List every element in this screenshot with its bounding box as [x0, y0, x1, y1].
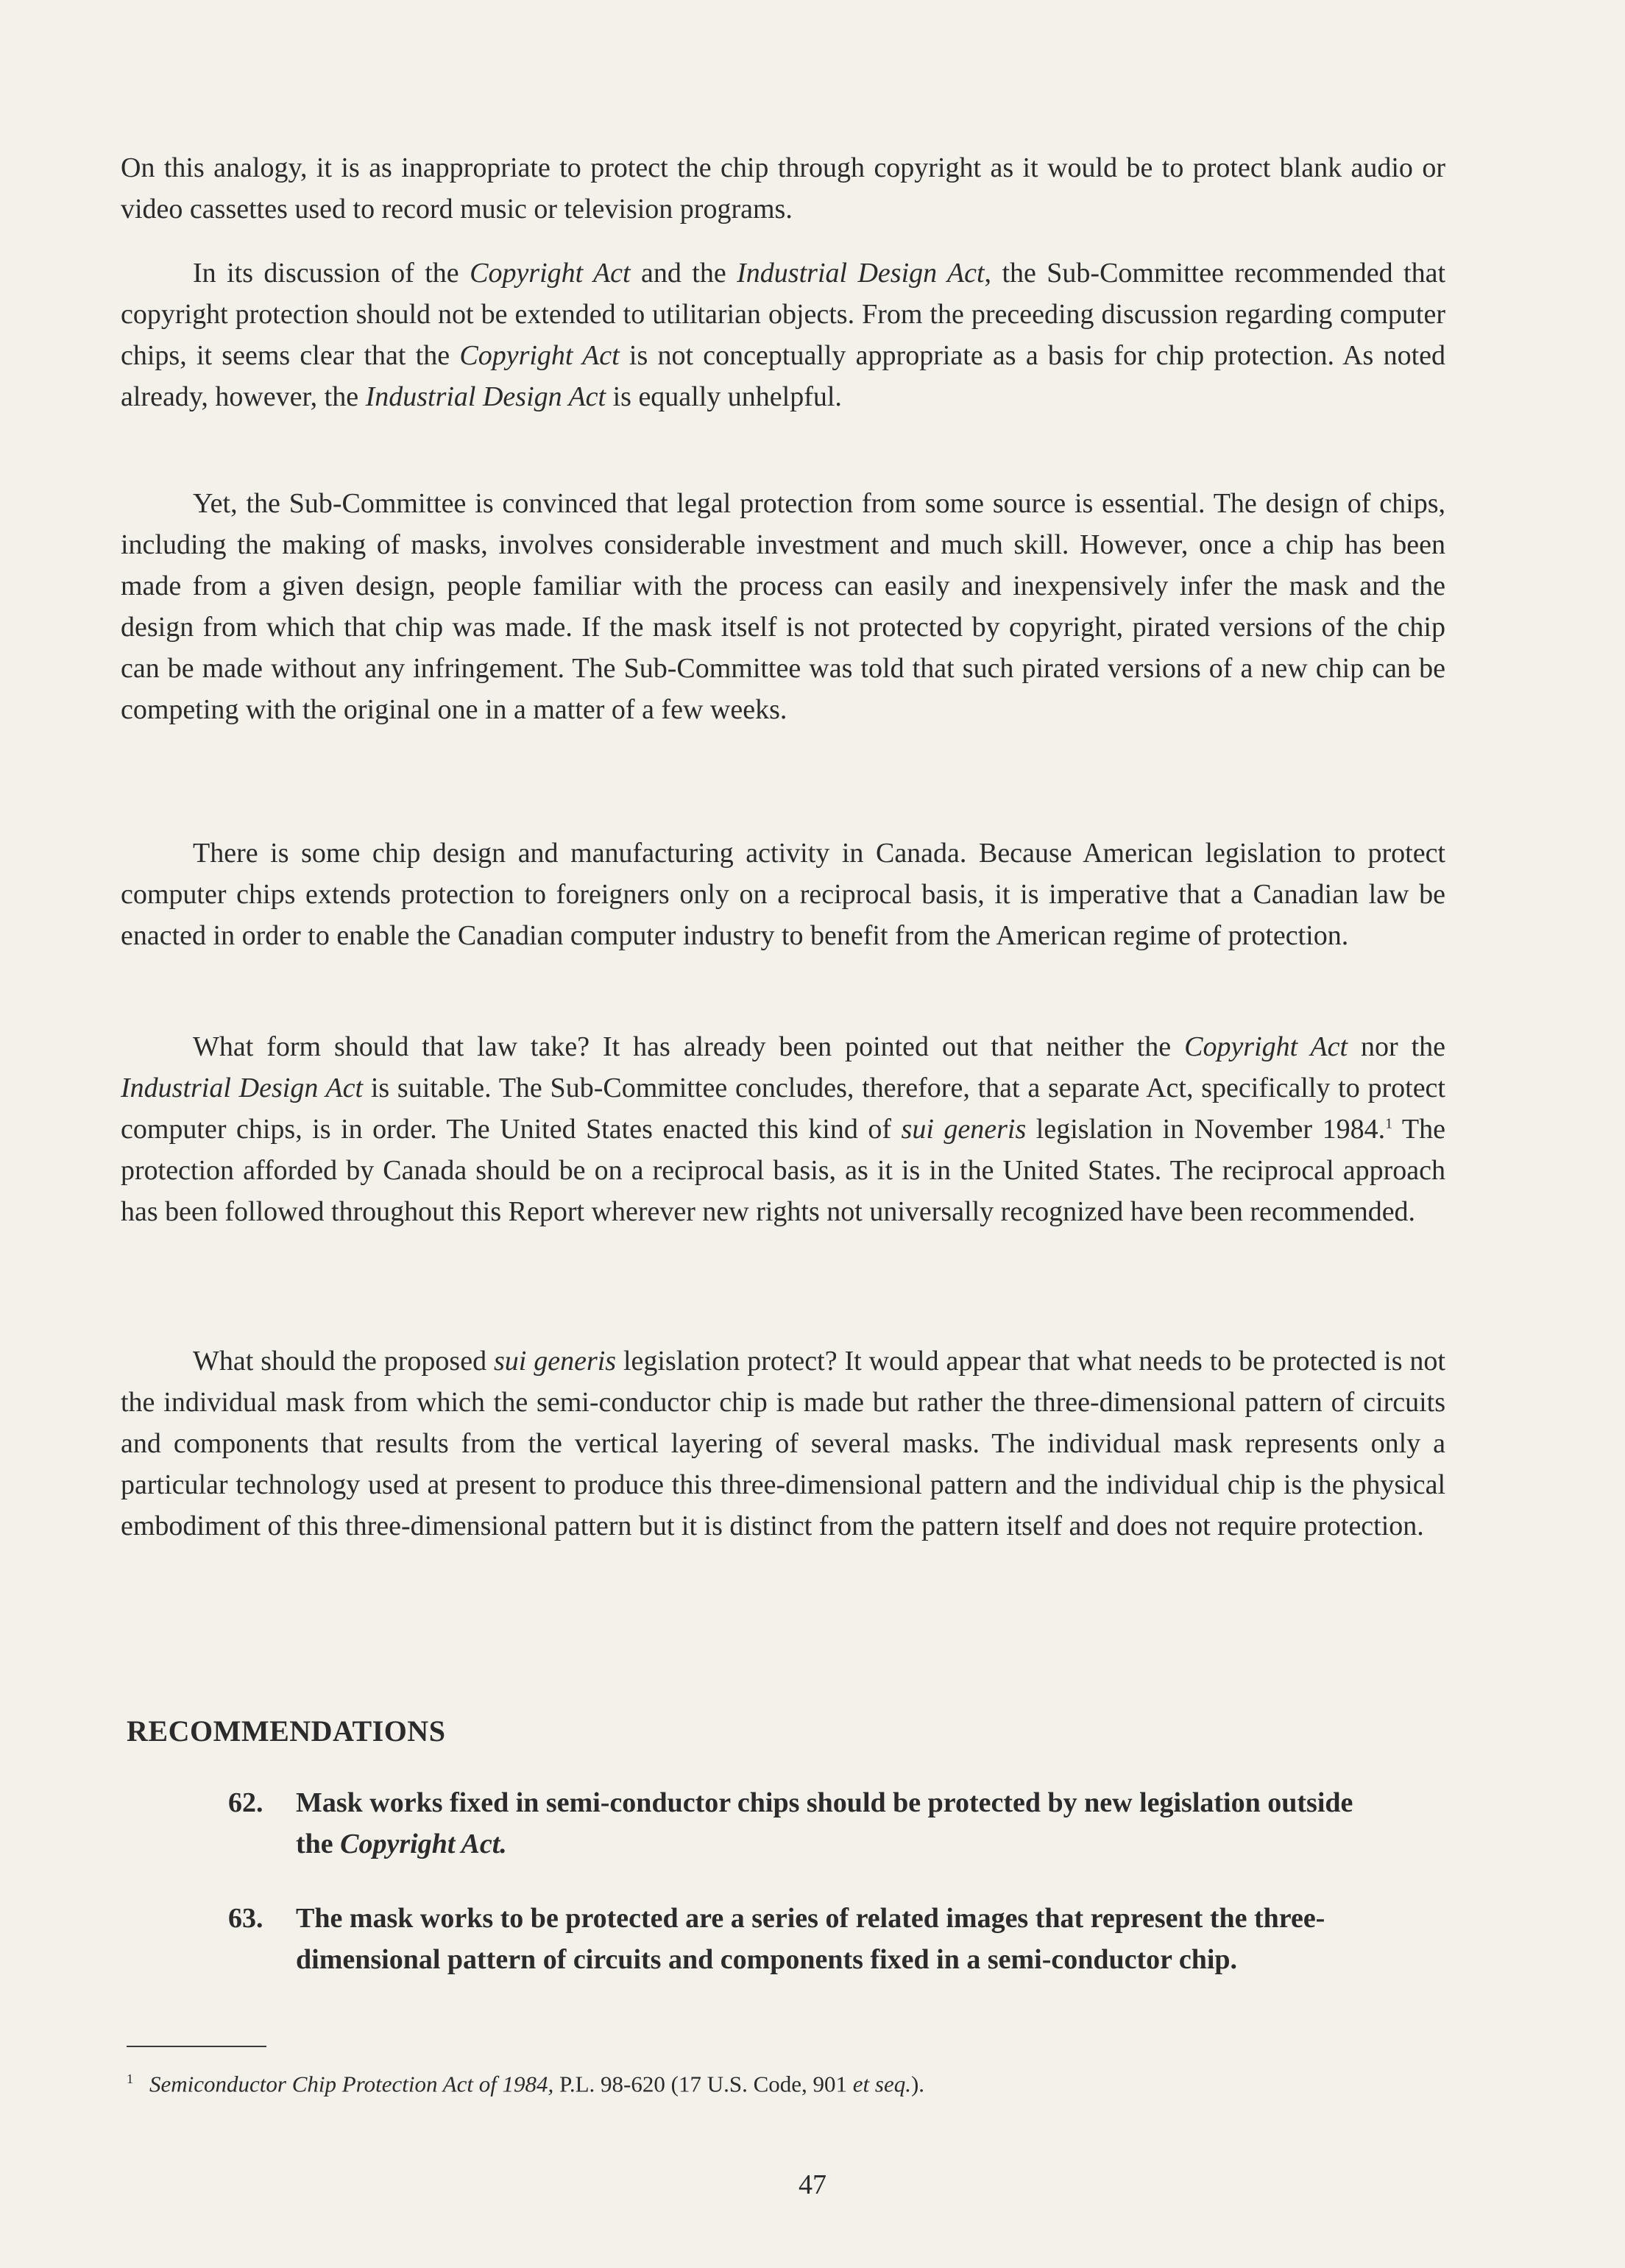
italic-text: Industrial Design Act: [365, 381, 606, 412]
text-run: What should the proposed: [193, 1346, 494, 1377]
text-run: is not conceptually appropriate as a basis for chip protection. As noted already, however, the: [121, 340, 1445, 412]
text-run: and the: [630, 258, 737, 289]
recommendation-text: [296, 1782, 1354, 1865]
recommendation-text: [296, 1898, 1354, 1980]
text-run: There is some chip design and manufacturing activity in Canada. Because American legislation to protect computer chips extends protection to foreigners only on a reciprocal basis, it is imperative that a Canadian law be enacted in order to enable the Canadian computer industry to benefit from the American regime of protection.: [121, 838, 1445, 951]
italic-text: Copyright Act: [459, 340, 620, 371]
italic-text: Copyright Act.: [340, 1829, 507, 1859]
paragraph: [121, 1026, 1445, 1232]
text-run: P.L. 98-620 (17 U.S. Code, 901: [553, 2071, 853, 2097]
italic-text: Semiconductor Chip Protection Act of 1984,: [149, 2071, 554, 2097]
text-run: is suitable. The Sub-Committee concludes, therefore, that a separate Act, specifically to protect computer chips, is in order. The United States enacted this kind of: [121, 1073, 1445, 1145]
paragraph: [121, 1340, 1445, 1547]
page-number: 47: [799, 2169, 826, 2200]
italic-text: et seq.: [852, 2071, 911, 2097]
text-run: Mask works fixed in semi-conductor chips should be protected by new legislation outside the: [296, 1787, 1353, 1859]
recommendation-number: 63.: [228, 1903, 263, 1934]
text-run: In its discussion of the: [193, 258, 470, 289]
recommendations-heading: RECOMMENDATIONS: [127, 1714, 446, 1748]
italic-text: sui generis: [493, 1346, 617, 1377]
text-run: What form should that law take? It has already been pointed out that neither the: [193, 1031, 1185, 1062]
paragraph: [121, 483, 1445, 730]
text-run: The mask works to be protected are a series of related images that represent the three-dimensional pattern of circuits and components fixed in a semi-conductor chip.: [296, 1903, 1325, 1975]
footnote-marker: 1: [127, 2071, 133, 2086]
italic-text: Copyright Act: [1184, 1031, 1348, 1062]
footnote-rule: [127, 2046, 266, 2047]
italic-text: Copyright Act: [470, 258, 631, 289]
paragraph: [121, 252, 1445, 417]
text-run: Yet, the Sub-Committee is convinced that legal protection from some source is essential. The design of chips, including the making of masks, involves considerable investment and much skill. However, once a chip has been made from a given design, people familiar with the process can easily and inexpensively infer the mask and the design from which that chip was made. If the mask itself is not protected by copyright, pirated versions of the chip can be made without any infringement. The Sub-Committee was told that such pirated versions of a new chip can be competing with the original one in a matter of a few weeks.: [121, 488, 1445, 725]
recommendation-number: 62.: [228, 1787, 263, 1818]
recommendation-item: [228, 1782, 1354, 1865]
text-run: ).: [910, 2071, 925, 2097]
text-run: On this analogy, it is as inappropriate to protect the chip through copyright as it would be to protect blank audio or video cassettes used to record music or television programs.: [121, 152, 1445, 225]
text-run: The protection afforded by Canada should be on a reciprocal basis, as it is in the United States. The reciprocal approach has been followed throughout this Report wherever new rights not universally recognized have been recommended.: [121, 1114, 1445, 1227]
text-run: nor the: [1348, 1031, 1445, 1062]
paragraph: [121, 833, 1445, 956]
footnote: [127, 2061, 924, 2102]
italic-text: sui generis: [901, 1114, 1027, 1145]
footnote-text: [149, 2071, 924, 2096]
text-run: legislation protect? It would appear that what needs to be protected is not the individual mask from which the semi-conductor chip is made but rather the three-dimensional pattern of circuits and components that results from the vertical layering of several masks. The individual mask represents only a particular technology used at present to produce this three-dimensional pattern and the individual chip is the physical embodiment of this three-dimensional pattern but it is distinct from the pattern itself and does not require protection.: [121, 1346, 1445, 1541]
italic-text: Industrial Design Act: [121, 1073, 364, 1103]
footnote-reference: 1: [1385, 1115, 1393, 1132]
paragraph: [121, 147, 1445, 230]
recommendation-item: [228, 1898, 1354, 1980]
text-run: legislation in November 1984.: [1026, 1114, 1386, 1145]
text-run: is equally unhelpful.: [606, 381, 842, 412]
text-run: , the Sub-Committee recommended that copyright protection should not be extended to utilitarian objects. From the preceeding discussion regarding computer chips, it seems clear that the: [121, 258, 1445, 371]
italic-text: Industrial Design Act: [737, 258, 985, 289]
